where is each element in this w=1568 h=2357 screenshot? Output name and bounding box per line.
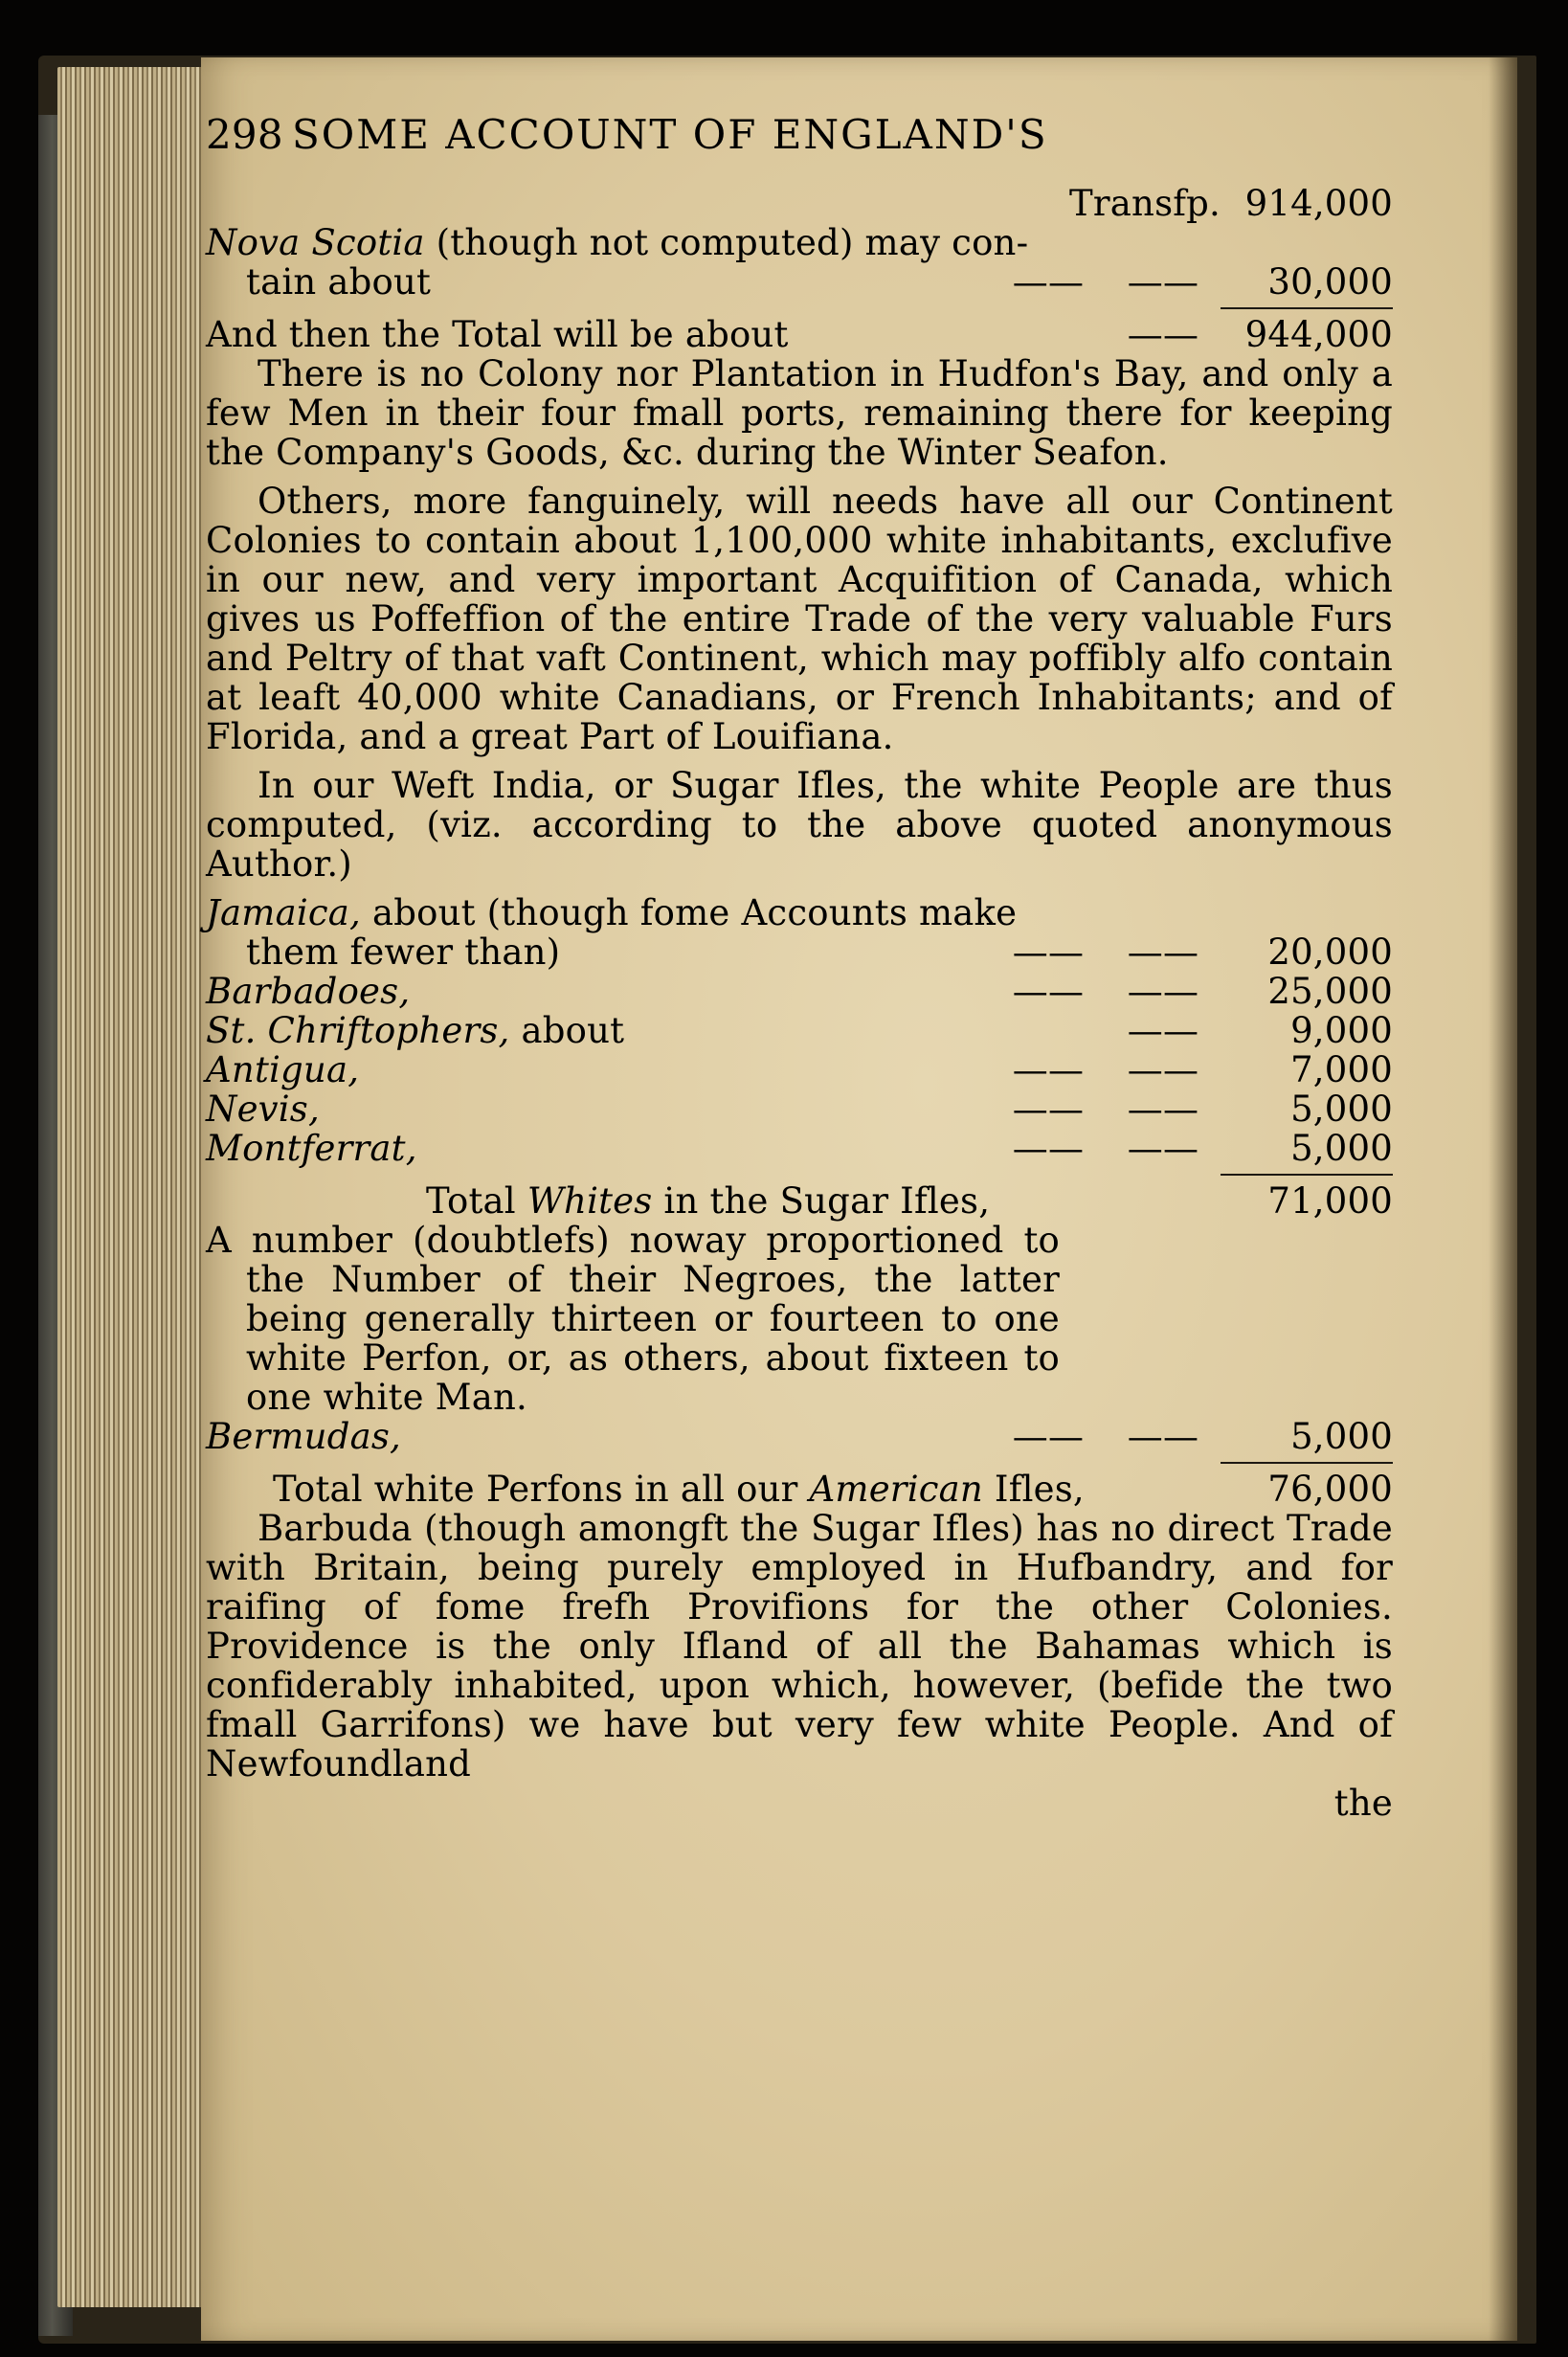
leader-dash: —— [1012, 971, 1085, 1012]
bermudas-value: 5,000 [1290, 1416, 1393, 1457]
continental-total-row [206, 315, 1393, 354]
leader-dash: —— [1127, 261, 1199, 303]
page-edges [57, 67, 211, 2307]
isle-name: Jamaica, [206, 892, 362, 933]
leader-dash: —— [1127, 1416, 1199, 1457]
running-header [206, 111, 1393, 172]
leader-dash: —— [1127, 971, 1199, 1012]
leader-dash: —— [1012, 261, 1085, 303]
isle-value: 5,000 [1290, 1089, 1393, 1130]
catchword: the [1333, 1783, 1393, 1824]
isle-row-barbadoes [206, 972, 1393, 1011]
american-total-value: 76,000 [1267, 1469, 1393, 1510]
leader-dash: —— [1012, 1089, 1085, 1130]
american-total-row: Total white Perfons in all our American Ifles, 76,000 [273, 1469, 1393, 1510]
isle-row-antigua [206, 1050, 1393, 1089]
nova-scotia-name: Nova Scotia [206, 222, 425, 263]
continent-colonies-paragraph: Others, more fanguinely, will needs have all our Continent Colonies to contain about 1,100,000 white inhabitants, exclufive in our new, and very important Acquifition of Canada, which gives us Poffeffion of the entire Trade of the very valuable Furs and Peltry of that vaft Continent, which may poffibly alfo contain at leaft 40,000 white Canadians, or French Inhabitants; and of Florida, and a great Part of Louifiana. [206, 481, 1393, 757]
leader-dash: —— [1012, 932, 1085, 973]
isle-value: 25,000 [1267, 971, 1393, 1012]
isle-row-st-christophers: St. Chriftophers, about —— 9,000 [206, 1010, 1393, 1051]
leader-dash: —— [1012, 1128, 1085, 1169]
transferred-row [206, 184, 1393, 223]
leader-dash: —— [1012, 1049, 1085, 1090]
nova-scotia-value: 30,000 [1267, 261, 1393, 303]
west-india-paragraph: In our Weft India, or Sugar Ifles, the white People are thus computed, (viz. according to the above quoted anonymous Author.) [206, 765, 1393, 885]
page-number: 298 [206, 111, 283, 158]
whites-total-value: 71,000 [1267, 1180, 1393, 1222]
running-title: SOME ACCOUNT OF ENGLAND'S [292, 111, 1048, 158]
transferred-label: Transfp. [1069, 183, 1221, 224]
isle-row-nevis [206, 1089, 1393, 1129]
page-text [206, 111, 1393, 1824]
leader-dash: —— [1127, 1089, 1199, 1130]
isle-row-jamaica: Jamaica, about (though fome Accounts make [206, 892, 1018, 933]
sum-rule [206, 302, 1393, 315]
isle-row-bermudas [206, 1417, 1393, 1456]
sum-rule [206, 1168, 1393, 1181]
leader-dash: —— [1127, 932, 1199, 973]
leader-dash: —— [1127, 1128, 1199, 1169]
negro-proportion-note: A number (doubtlefs) noway proportioned to the Number of their Negroes, the latter being generally thirteen or fourteen to one white Perfon, or, as others, about fixteen to one white Man. [206, 1220, 1060, 1418]
isle-name: Montferrat, [206, 1128, 417, 1169]
barbuda-paragraph: Barbuda (though amongft the Sugar Ifles) has no direct Trade with Britain, being purely employed in Hufbandry, and for raifing of fome frefh Provifions for the other Colonies. Providence is the only Ifland of all the Bahamas which is confiderably inhabited, upon which, however, (befide the two fmall Garrifons) we have but very few white People. And of Newfoundland [206, 1508, 1393, 1785]
continental-total-label: And then the Total will be about [206, 314, 789, 355]
leader-dash: —— [1127, 1049, 1199, 1090]
isle-name: Barbadoes, [206, 971, 411, 1012]
isle-row-jamaica-2: them fewer than) —— —— 20,000 [246, 932, 1393, 973]
leader-dash: —— [1127, 1010, 1199, 1051]
isle-value: 5,000 [1290, 1128, 1393, 1169]
isle-name: Nevis, [206, 1089, 320, 1130]
page-gutter-shadow [1489, 57, 1517, 2341]
isle-name: Antigua, [206, 1049, 360, 1090]
nova-scotia-row-2: tain about —— —— 30,000 [246, 261, 1393, 303]
hudson-bay-paragraph: There is no Colony nor Plantation in Hudfon's Bay, and only a few Men in their four fmall ports, remaining there for keeping the Company's Goods, &c. during the Winter Seafon. [206, 353, 1393, 473]
isle-name: St. Chriftophers, [206, 1010, 510, 1051]
leader-dash: —— [1012, 1416, 1085, 1457]
isle-row-montserrat [206, 1129, 1393, 1168]
isle-value: 7,000 [1290, 1049, 1393, 1090]
leader-dash: —— [1127, 314, 1199, 355]
isle-value: 9,000 [1290, 1010, 1393, 1051]
isle-name: Bermudas, [206, 1416, 401, 1457]
whites-total-row: Total Whites in the Sugar Ifles, 71,000 [426, 1180, 1393, 1222]
isle-value: 20,000 [1267, 932, 1393, 973]
nova-scotia-row: Nova Scotia (though not computed) may con- [206, 222, 1029, 263]
continental-total-value: 944,000 [1244, 314, 1393, 355]
sum-rule [206, 1456, 1393, 1470]
transferred-value: 914,000 [1244, 183, 1393, 224]
